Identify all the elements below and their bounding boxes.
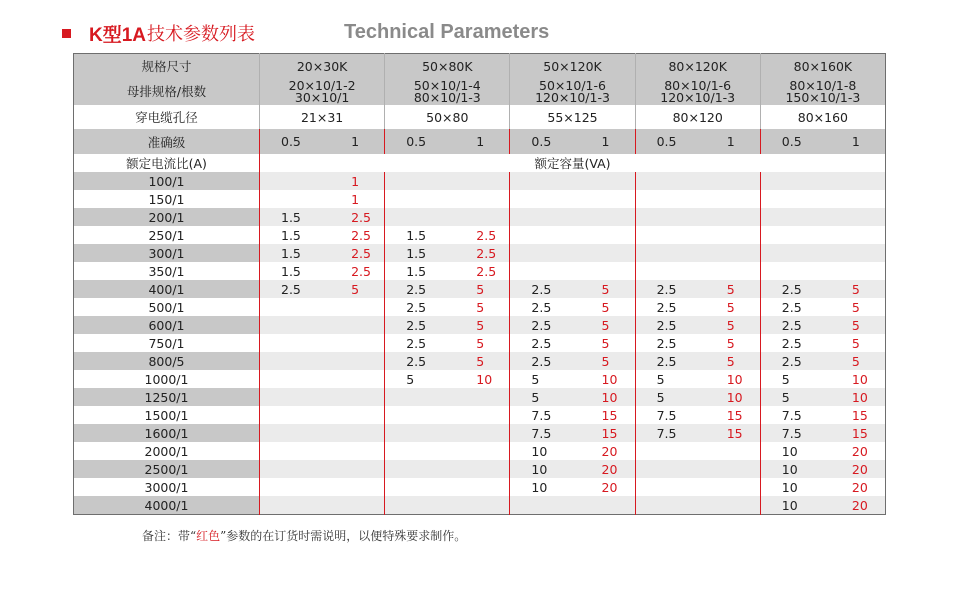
table-row bbox=[74, 442, 886, 460]
ratio-cell: 1250/1 bbox=[74, 388, 260, 406]
capacity-cell bbox=[698, 478, 761, 496]
footnote bbox=[142, 527, 466, 544]
table-row bbox=[74, 172, 886, 190]
capacity-cell bbox=[760, 208, 823, 226]
capacity-cell: 2.5 bbox=[385, 334, 448, 352]
model-size: 80×120K bbox=[635, 54, 760, 79]
capacity-cell bbox=[322, 478, 385, 496]
table-row bbox=[74, 424, 886, 442]
cable-hole-value: 21×31 bbox=[260, 105, 385, 129]
capacity-cell: 2.5 bbox=[385, 280, 448, 298]
capacity-cell: 10 bbox=[823, 370, 886, 388]
capacity-cell: 2.5 bbox=[260, 280, 323, 298]
footnote-prefix: 备注：带“ bbox=[142, 529, 197, 543]
row-busbar bbox=[74, 78, 886, 105]
busbar-line: 50×10/1-4 bbox=[413, 78, 481, 93]
capacity-cell: 10 bbox=[447, 370, 510, 388]
capacity-cell: 2.5 bbox=[760, 280, 823, 298]
square-bullet-icon bbox=[62, 29, 71, 38]
accuracy-class: 0.5 bbox=[760, 129, 823, 154]
header bbox=[62, 20, 255, 46]
cable-hole-value: 55×125 bbox=[510, 105, 635, 129]
capacity-cell: 5 bbox=[823, 334, 886, 352]
capacity-cell: 5 bbox=[573, 298, 636, 316]
table-row bbox=[74, 406, 886, 424]
busbar-line: 50×10/1-6 bbox=[539, 78, 606, 93]
table-row bbox=[74, 280, 886, 298]
capacity-cell: 7.5 bbox=[635, 424, 698, 442]
capacity-cell: 20 bbox=[823, 442, 886, 460]
capacity-cell bbox=[635, 262, 698, 280]
table-row bbox=[74, 460, 886, 478]
capacity-cell: 2.5 bbox=[510, 352, 573, 370]
capacity-cell: 1.5 bbox=[260, 262, 323, 280]
row-size bbox=[74, 54, 886, 79]
capacity-cell bbox=[573, 190, 636, 208]
capacity-cell: 7.5 bbox=[510, 406, 573, 424]
capacity-cell bbox=[823, 244, 886, 262]
capacity-cell: 5 bbox=[635, 370, 698, 388]
capacity-cell bbox=[385, 172, 448, 190]
technical-parameters-table bbox=[73, 53, 886, 515]
capacity-cell bbox=[510, 496, 573, 515]
busbar-spec bbox=[510, 78, 635, 105]
capacity-cell bbox=[635, 460, 698, 478]
capacity-cell bbox=[635, 208, 698, 226]
capacity-cell bbox=[510, 244, 573, 262]
capacity-cell: 1.5 bbox=[385, 244, 448, 262]
capacity-cell bbox=[823, 262, 886, 280]
busbar-line: 120×10/1-3 bbox=[535, 89, 610, 105]
capacity-cell bbox=[760, 262, 823, 280]
capacity-cell: 5 bbox=[510, 388, 573, 406]
capacity-cell: 2.5 bbox=[760, 334, 823, 352]
capacity-cell bbox=[447, 478, 510, 496]
capacity-cell bbox=[698, 442, 761, 460]
capacity-cell: 10 bbox=[760, 496, 823, 515]
capacity-cell bbox=[260, 496, 323, 515]
capacity-cell bbox=[698, 460, 761, 478]
accuracy-class: 1 bbox=[447, 129, 510, 154]
row-accuracy bbox=[74, 129, 886, 154]
ratio-cell: 1600/1 bbox=[74, 424, 260, 442]
accuracy-class: 1 bbox=[823, 129, 886, 154]
table-row bbox=[74, 496, 886, 515]
row-ratio-header bbox=[74, 154, 886, 172]
capacity-cell bbox=[322, 298, 385, 316]
busbar-line: 30×10/1 bbox=[294, 89, 350, 105]
ratio-cell: 800/5 bbox=[74, 352, 260, 370]
ratio-cell: 3000/1 bbox=[74, 478, 260, 496]
capacity-cell bbox=[635, 442, 698, 460]
capacity-cell: 2.5 bbox=[385, 298, 448, 316]
capacity-cell bbox=[635, 478, 698, 496]
model-size: 50×120K bbox=[510, 54, 635, 79]
capacity-cell bbox=[510, 208, 573, 226]
capacity-cell: 20 bbox=[573, 460, 636, 478]
capacity-cell: 20 bbox=[573, 442, 636, 460]
capacity-cell bbox=[385, 442, 448, 460]
capacity-cell bbox=[573, 226, 636, 244]
capacity-cell bbox=[760, 190, 823, 208]
capacity-cell: 2.5 bbox=[635, 316, 698, 334]
capacity-cell bbox=[322, 388, 385, 406]
capacity-cell: 5 bbox=[823, 298, 886, 316]
capacity-cell bbox=[447, 406, 510, 424]
ratio-cell: 1000/1 bbox=[74, 370, 260, 388]
capacity-cell bbox=[260, 460, 323, 478]
capacity-cell bbox=[260, 316, 323, 334]
capacity-cell bbox=[322, 496, 385, 515]
table-row bbox=[74, 298, 886, 316]
row-cable-hole bbox=[74, 105, 886, 129]
capacity-cell bbox=[635, 226, 698, 244]
capacity-cell bbox=[260, 406, 323, 424]
capacity-cell bbox=[573, 262, 636, 280]
ratio-cell: 1500/1 bbox=[74, 406, 260, 424]
capacity-cell bbox=[635, 244, 698, 262]
busbar-line: 80×10/1-8 bbox=[789, 78, 857, 93]
capacity-cell: 2.5 bbox=[760, 298, 823, 316]
capacity-cell: 5 bbox=[760, 370, 823, 388]
accuracy-class: 1 bbox=[573, 129, 636, 154]
capacity-cell: 5 bbox=[385, 370, 448, 388]
capacity-cell bbox=[510, 262, 573, 280]
capacity-cell: 5 bbox=[823, 316, 886, 334]
capacity-cell bbox=[260, 334, 323, 352]
capacity-cell: 5 bbox=[573, 334, 636, 352]
capacity-cell: 1.5 bbox=[260, 244, 323, 262]
capacity-cell: 10 bbox=[760, 460, 823, 478]
capacity-cell bbox=[322, 352, 385, 370]
capacity-cell bbox=[385, 460, 448, 478]
capacity-cell bbox=[260, 388, 323, 406]
cable-hole-value: 80×120 bbox=[635, 105, 760, 129]
title-chinese: 技术参数列表 bbox=[147, 24, 256, 45]
capacity-cell bbox=[385, 190, 448, 208]
capacity-cell bbox=[447, 424, 510, 442]
model-size: 50×80K bbox=[385, 54, 510, 79]
ratio-cell: 300/1 bbox=[74, 244, 260, 262]
capacity-cell: 2.5 bbox=[447, 244, 510, 262]
cable-hole-value: 80×160 bbox=[760, 105, 885, 129]
capacity-cell: 15 bbox=[698, 424, 761, 442]
title-english: Technical Parameters bbox=[344, 21, 550, 43]
accuracy-class: 1 bbox=[322, 129, 385, 154]
capacity-cell bbox=[260, 478, 323, 496]
capacity-cell bbox=[260, 172, 323, 190]
capacity-cell bbox=[385, 424, 448, 442]
capacity-cell bbox=[698, 190, 761, 208]
capacity-cell: 2.5 bbox=[635, 352, 698, 370]
capacity-cell bbox=[698, 496, 761, 515]
capacity-cell: 5 bbox=[447, 316, 510, 334]
capacity-cell: 2.5 bbox=[635, 298, 698, 316]
ratio-cell: 400/1 bbox=[74, 280, 260, 298]
capacity-cell: 2.5 bbox=[510, 280, 573, 298]
capacity-cell: 5 bbox=[823, 280, 886, 298]
capacity-cell bbox=[385, 478, 448, 496]
capacity-cell: 10 bbox=[510, 478, 573, 496]
busbar-line: 80×10/1-3 bbox=[413, 89, 481, 105]
capacity-cell bbox=[322, 370, 385, 388]
ratio-cell: 750/1 bbox=[74, 334, 260, 352]
capacity-cell: 5 bbox=[447, 280, 510, 298]
capacity-cell bbox=[510, 190, 573, 208]
busbar-line: 20×10/1-2 bbox=[288, 78, 356, 93]
capacity-cell bbox=[698, 172, 761, 190]
capacity-cell: 2.5 bbox=[322, 262, 385, 280]
capacity-cell bbox=[823, 226, 886, 244]
capacity-cell: 2.5 bbox=[510, 334, 573, 352]
table-row bbox=[74, 208, 886, 226]
capacity-cell: 2.5 bbox=[760, 352, 823, 370]
busbar-spec bbox=[385, 78, 510, 105]
label-cable-hole: 穿电缆孔径 bbox=[74, 105, 260, 129]
capacity-cell: 7.5 bbox=[635, 406, 698, 424]
capacity-cell bbox=[635, 172, 698, 190]
capacity-cell bbox=[260, 370, 323, 388]
capacity-cell: 1.5 bbox=[260, 208, 323, 226]
ratio-cell: 2500/1 bbox=[74, 460, 260, 478]
capacity-cell: 2.5 bbox=[510, 316, 573, 334]
capacity-cell: 20 bbox=[823, 496, 886, 515]
capacity-cell: 1.5 bbox=[385, 262, 448, 280]
accuracy-class: 0.5 bbox=[385, 129, 448, 154]
capacity-cell: 1 bbox=[322, 172, 385, 190]
table-row bbox=[74, 262, 886, 280]
capacity-cell: 5 bbox=[698, 298, 761, 316]
capacity-cell: 5 bbox=[760, 388, 823, 406]
ratio-cell: 350/1 bbox=[74, 262, 260, 280]
capacity-cell bbox=[385, 388, 448, 406]
table-row bbox=[74, 370, 886, 388]
label-ratio: 额定电流比(A) bbox=[74, 154, 260, 172]
capacity-cell bbox=[260, 424, 323, 442]
capacity-cell bbox=[635, 496, 698, 515]
capacity-cell: 10 bbox=[760, 478, 823, 496]
table-row bbox=[74, 388, 886, 406]
table-row bbox=[74, 478, 886, 496]
model-size: 80×160K bbox=[760, 54, 885, 79]
capacity-cell: 10 bbox=[760, 442, 823, 460]
capacity-cell: 10 bbox=[510, 460, 573, 478]
label-accuracy: 准确级 bbox=[74, 129, 260, 154]
footnote-red-word: 红色 bbox=[196, 529, 221, 543]
busbar-line: 150×10/1-3 bbox=[785, 89, 861, 105]
capacity-cell: 15 bbox=[573, 424, 636, 442]
ratio-cell: 2000/1 bbox=[74, 442, 260, 460]
ratio-cell: 500/1 bbox=[74, 298, 260, 316]
capacity-cell bbox=[322, 460, 385, 478]
table-row bbox=[74, 334, 886, 352]
capacity-cell: 2.5 bbox=[635, 280, 698, 298]
table-row bbox=[74, 190, 886, 208]
capacity-cell bbox=[385, 208, 448, 226]
capacity-cell bbox=[322, 316, 385, 334]
ratio-cell: 150/1 bbox=[74, 190, 260, 208]
table-row bbox=[74, 316, 886, 334]
capacity-cell: 5 bbox=[698, 316, 761, 334]
busbar-line: 80×10/1-6 bbox=[664, 78, 732, 93]
capacity-cell bbox=[823, 172, 886, 190]
capacity-cell bbox=[760, 244, 823, 262]
capacity-cell: 2.5 bbox=[447, 262, 510, 280]
capacity-cell: 5 bbox=[447, 352, 510, 370]
capacity-cell bbox=[573, 244, 636, 262]
capacity-cell bbox=[573, 496, 636, 515]
title-model: K型1A bbox=[89, 24, 147, 46]
table-row bbox=[74, 352, 886, 370]
capacity-cell: 2.5 bbox=[385, 352, 448, 370]
capacity-cell bbox=[322, 442, 385, 460]
capacity-cell bbox=[322, 424, 385, 442]
capacity-cell: 15 bbox=[573, 406, 636, 424]
ratio-cell: 250/1 bbox=[74, 226, 260, 244]
capacity-cell: 2.5 bbox=[635, 334, 698, 352]
busbar-spec bbox=[635, 78, 760, 105]
capacity-cell: 2.5 bbox=[760, 316, 823, 334]
capacity-cell bbox=[447, 208, 510, 226]
capacity-cell bbox=[322, 334, 385, 352]
accuracy-class: 0.5 bbox=[260, 129, 323, 154]
busbar-spec bbox=[760, 78, 885, 105]
capacity-cell: 10 bbox=[698, 370, 761, 388]
capacity-cell: 2.5 bbox=[322, 226, 385, 244]
capacity-cell: 20 bbox=[573, 478, 636, 496]
capacity-cell: 15 bbox=[698, 406, 761, 424]
capacity-cell: 2.5 bbox=[447, 226, 510, 244]
busbar-spec bbox=[260, 78, 385, 105]
capacity-cell: 2.5 bbox=[385, 316, 448, 334]
capacity-cell: 20 bbox=[823, 478, 886, 496]
cable-hole-value: 50×80 bbox=[385, 105, 510, 129]
capacity-cell bbox=[698, 208, 761, 226]
capacity-cell bbox=[698, 244, 761, 262]
capacity-cell: 5 bbox=[823, 352, 886, 370]
capacity-cell bbox=[447, 190, 510, 208]
capacity-cell bbox=[510, 172, 573, 190]
capacity-cell bbox=[447, 388, 510, 406]
capacity-cell bbox=[447, 172, 510, 190]
capacity-cell: 1.5 bbox=[385, 226, 448, 244]
busbar-line: 120×10/1-3 bbox=[660, 89, 736, 105]
capacity-cell: 1 bbox=[322, 190, 385, 208]
table-row bbox=[74, 226, 886, 244]
capacity-cell: 2.5 bbox=[510, 298, 573, 316]
capacity-cell: 5 bbox=[447, 298, 510, 316]
capacity-cell: 2.5 bbox=[322, 244, 385, 262]
capacity-cell bbox=[385, 406, 448, 424]
label-size: 规格尺寸 bbox=[74, 54, 260, 79]
capacity-cell: 2.5 bbox=[322, 208, 385, 226]
capacity-cell: 5 bbox=[573, 280, 636, 298]
footnote-suffix: ”参数的在订货时需说明，以便特殊要求制作。 bbox=[220, 529, 467, 543]
capacity-cell bbox=[760, 226, 823, 244]
ratio-cell: 200/1 bbox=[74, 208, 260, 226]
capacity-cell bbox=[823, 190, 886, 208]
ratio-cell: 100/1 bbox=[74, 172, 260, 190]
accuracy-class: 0.5 bbox=[635, 129, 698, 154]
capacity-cell: 10 bbox=[573, 388, 636, 406]
capacity-cell: 5 bbox=[698, 334, 761, 352]
capacity-cell bbox=[510, 226, 573, 244]
capacity-cell: 5 bbox=[698, 280, 761, 298]
capacity-cell: 20 bbox=[823, 460, 886, 478]
capacity-cell: 1.5 bbox=[260, 226, 323, 244]
label-busbar: 母排规格/根数 bbox=[74, 78, 260, 105]
capacity-cell bbox=[698, 262, 761, 280]
capacity-cell: 5 bbox=[698, 352, 761, 370]
capacity-cell bbox=[573, 172, 636, 190]
capacity-cell bbox=[260, 190, 323, 208]
capacity-cell: 10 bbox=[698, 388, 761, 406]
capacity-cell: 7.5 bbox=[760, 406, 823, 424]
capacity-cell: 10 bbox=[573, 370, 636, 388]
table-row bbox=[74, 244, 886, 262]
capacity-cell: 7.5 bbox=[510, 424, 573, 442]
capacity-cell bbox=[760, 172, 823, 190]
capacity-cell: 5 bbox=[510, 370, 573, 388]
capacity-cell bbox=[260, 298, 323, 316]
capacity-cell bbox=[385, 496, 448, 515]
capacity-cell bbox=[698, 226, 761, 244]
label-capacity: 额定容量(VA) bbox=[260, 154, 886, 172]
model-size: 20×30K bbox=[260, 54, 385, 79]
accuracy-class: 0.5 bbox=[510, 129, 573, 154]
capacity-cell bbox=[823, 208, 886, 226]
accuracy-class: 1 bbox=[698, 129, 761, 154]
capacity-cell bbox=[635, 190, 698, 208]
ratio-cell: 600/1 bbox=[74, 316, 260, 334]
capacity-cell: 15 bbox=[823, 406, 886, 424]
capacity-cell bbox=[260, 442, 323, 460]
capacity-cell: 5 bbox=[635, 388, 698, 406]
capacity-cell: 5 bbox=[573, 316, 636, 334]
capacity-cell: 10 bbox=[823, 388, 886, 406]
capacity-cell: 15 bbox=[823, 424, 886, 442]
ratio-cell: 4000/1 bbox=[74, 496, 260, 515]
capacity-cell bbox=[260, 352, 323, 370]
capacity-cell bbox=[322, 406, 385, 424]
capacity-cell: 7.5 bbox=[760, 424, 823, 442]
capacity-cell: 5 bbox=[573, 352, 636, 370]
capacity-cell: 5 bbox=[447, 334, 510, 352]
capacity-cell: 10 bbox=[510, 442, 573, 460]
capacity-cell bbox=[573, 208, 636, 226]
capacity-cell: 5 bbox=[322, 280, 385, 298]
capacity-cell bbox=[447, 442, 510, 460]
capacity-cell bbox=[447, 496, 510, 515]
capacity-cell bbox=[447, 460, 510, 478]
